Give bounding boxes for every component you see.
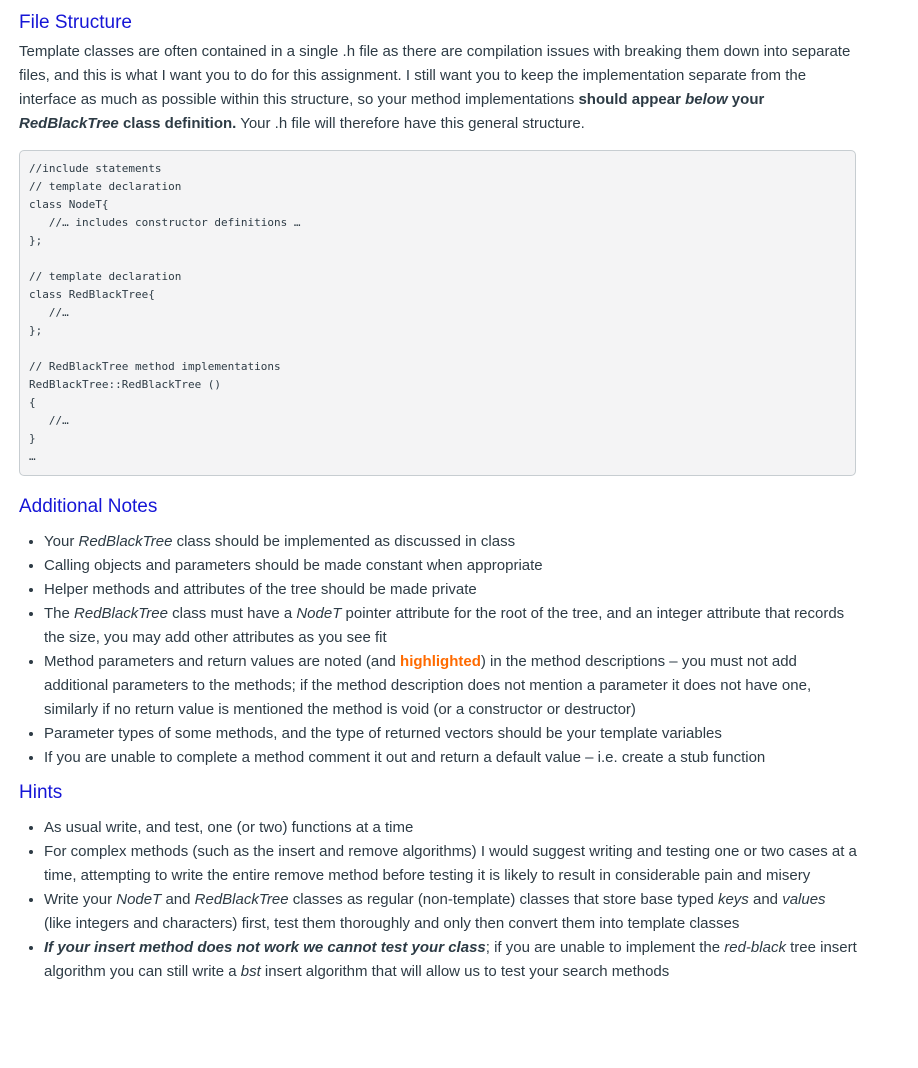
list-item: • Calling objects and parameters should be made constant when appropriate — [44, 554, 857, 578]
list-item: • Method parameters and return values are noted (and highlighted) in the method descriptions – you must not add additional parameters to the methods; if the method description does not mention a parameter it does not have one, similarly if no return value is mentioned the method is void (or a constructor or destructor) — [44, 650, 857, 722]
file-structure-heading: File Structure — [19, 12, 132, 33]
file-structure-intro: Template classes are often contained in a single .h file as there are compilation issues with breaking them down into separate files, and this is what I want you to do for this assignment. I still want you to keep the implementation separate from the interface as much as possible within this structure, so your method implementations should appear below your RedBlackTree class definition. Your .h file will therefore have this general structure. — [19, 43, 851, 132]
intro-bold-phrase: should appear below your RedBlackTree class definition. — [19, 91, 765, 132]
list-item: • If your insert method does not work we cannot test your class; if you are unable to implement the red-black tree insert algorithm you can still write a bst insert algorithm that will allow us to test your search methods — [44, 936, 857, 984]
list-item: • As usual write, and test, one (or two) functions at a time — [44, 816, 857, 840]
highlighted-word: highlighted — [400, 653, 481, 670]
hints-list — [19, 816, 857, 984]
list-item: • If you are unable to complete a method comment it out and return a default value – i.e. create a stub function — [44, 746, 857, 770]
list-item: • The RedBlackTree class must have a NodeT pointer attribute for the root of the tree, and an integer attribute that records the size, you may add other attributes as you see fit — [44, 602, 857, 650]
list-item: • Your RedBlackTree class should be implemented as discussed in class — [44, 530, 857, 554]
list-item: • For complex methods (such as the insert and remove algorithms) I would suggest writing and testing one or two cases at a time, attempting to write the entire remove method before testing it is likely to result in considerable pain and misery — [44, 840, 857, 888]
additional-notes-heading: Additional Notes — [19, 496, 158, 517]
list-item: • Write your NodeT and RedBlackTree classes as regular (non-template) classes that store base typed keys and values (like integers and characters) first, test them thoroughly and only then convert them into template classes — [44, 888, 857, 936]
list-item: • Helper methods and attributes of the tree should be made private — [44, 578, 857, 602]
hints-heading: Hints — [19, 782, 63, 803]
additional-notes-list — [19, 530, 857, 770]
code-block: //include statements // template declaration class NodeT{ //… includes constructor definitions … }; // template declaration class RedBlackTree{ //… }; // RedBlackTree method implementations RedBlackTree::RedBlackTree () { //… } … — [19, 150, 856, 476]
list-item: • Parameter types of some methods, and the type of returned vectors should be your template variables — [44, 722, 857, 746]
